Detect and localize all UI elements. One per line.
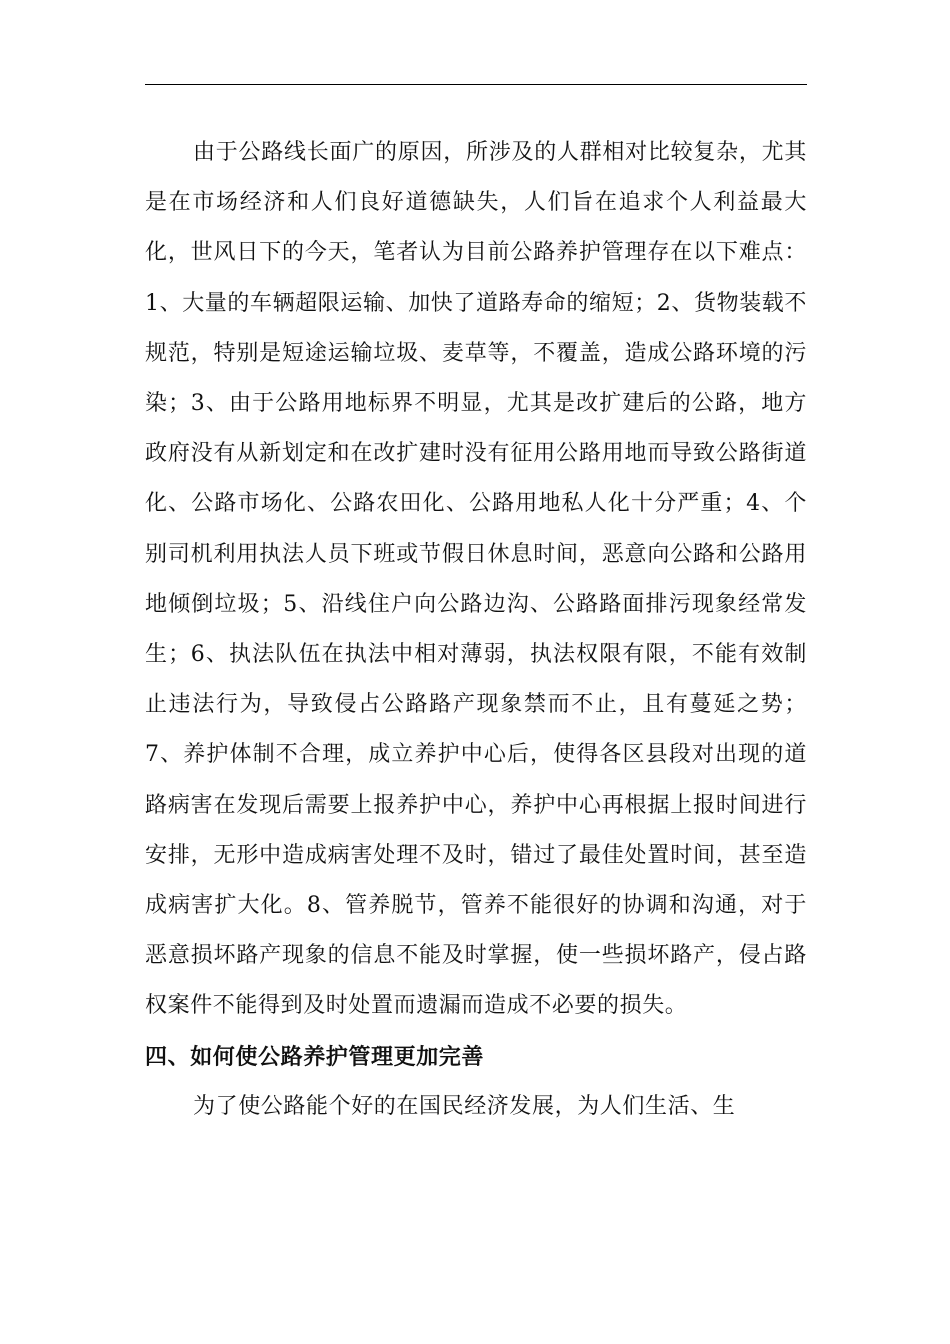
header-rule [145, 84, 807, 85]
section-heading: 四、如何使公路养护管理更加完善 [145, 1043, 485, 1070]
body-paragraph: 由于公路线长面广的原因，所涉及的人群相对比较复杂，尤其是在市场经济和人们良好道德缺失，人们旨在追求个人利益最大化，世风日下的今天，笔者认为目前公路养护管理存在以下难点：1、大量的车辆超限运输、加快了道路寿命的缩短；2、货物装载不规范，特别是短途运输垃圾、麦草等，不覆盖，造成公路环境的污染；3、由于公路用地标界不明显，尤其是改扩建后的公路，地方政府没有从新划定和在改扩建时没有征用公路用地而导致公路街道化、公路市场化、公路农田化、公路用地私人化十分严重；4、个别司机利用执法人员下班或节假日休息时间，恶意向公路和公路用地倾倒垃圾；5、沿线住户向公路边沟、公路路面排污现象经常发生；6、执法队伍在执法中相对薄弱，执法权限有限，不能有效制止违法行为，导致侵占公路路产现象禁而不止，且有蔓延之势；7、养护体制不合理，成立养护中心后，使得各区县段对出现的道路病害在发现后需要上报养护中心，养护中心再根据上报时间进行安排，无形中造成病害处理不及时，错过了最佳处置时间，甚至造成病害扩大化。8、管养脱节，管养不能很好的协调和沟通，对于恶意损坏路产现象的信息不能及时掌握，使一些损坏路产，侵占路权案件不能得到及时处置而遗漏而造成不必要的损失。 [145, 140, 807, 1019]
document-body [145, 128, 807, 1132]
body-paragraph-continued: 为了使公路能个好的在国民经济发展，为人们生活、生 [193, 1093, 736, 1119]
